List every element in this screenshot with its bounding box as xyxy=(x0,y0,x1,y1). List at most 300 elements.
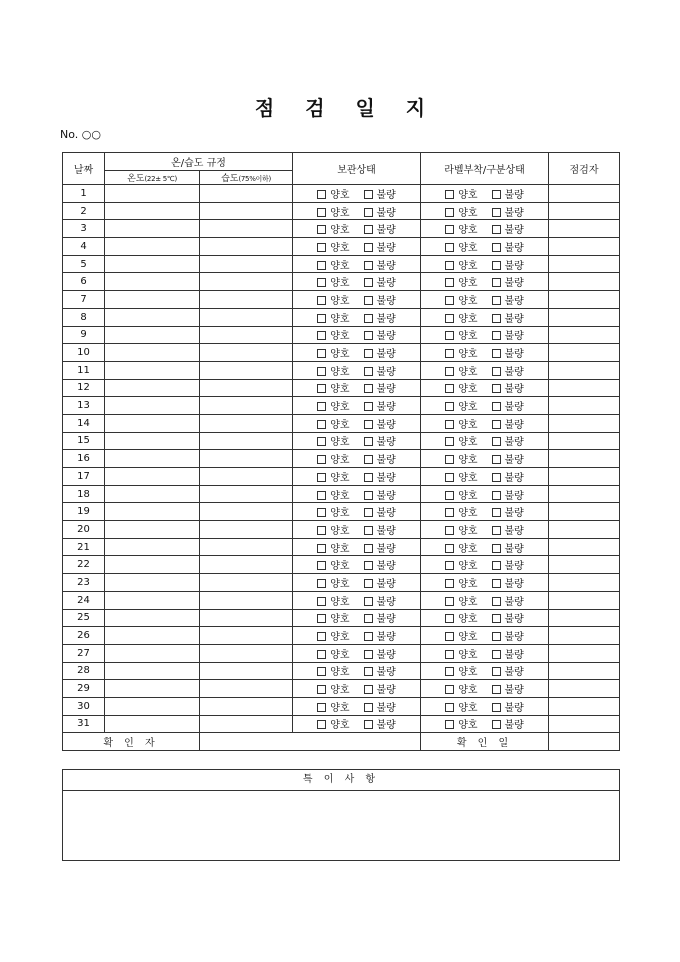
storage-bad-checkbox[interactable] xyxy=(364,208,373,217)
humidity-cell[interactable] xyxy=(200,538,293,556)
inspector-cell[interactable] xyxy=(549,414,620,432)
header-inspector: 점검자 xyxy=(549,153,620,185)
inspector-cell[interactable] xyxy=(549,326,620,344)
temperature-cell[interactable] xyxy=(105,326,200,344)
label-bad-checkbox[interactable] xyxy=(492,667,501,676)
label-bad-checkbox[interactable] xyxy=(492,614,501,623)
inspector-cell[interactable] xyxy=(549,308,620,326)
label-good-checkbox[interactable] xyxy=(445,278,454,287)
inspector-cell[interactable] xyxy=(549,697,620,715)
day-number: 13 xyxy=(63,397,105,415)
inspector-cell[interactable] xyxy=(549,202,620,220)
storage-status xyxy=(293,609,421,627)
humidity-cell[interactable] xyxy=(200,680,293,698)
label-bad-checkbox[interactable] xyxy=(492,720,501,729)
temperature-cell[interactable] xyxy=(105,414,200,432)
day-number: 28 xyxy=(63,662,105,680)
storage-good-checkbox[interactable] xyxy=(317,561,326,570)
day-number: 16 xyxy=(63,450,105,468)
humidity-cell[interactable] xyxy=(200,432,293,450)
label-good-checkbox[interactable] xyxy=(445,296,454,305)
storage-good-checkbox[interactable] xyxy=(317,384,326,393)
label-bad-checkbox[interactable] xyxy=(492,190,501,199)
temperature-cell[interactable] xyxy=(105,185,200,203)
inspector-cell[interactable] xyxy=(549,238,620,256)
storage-bad-checkbox[interactable] xyxy=(364,261,373,270)
label-good-checkbox[interactable] xyxy=(445,491,454,500)
label-bad-checkbox[interactable] xyxy=(492,296,501,305)
label-good-checkbox[interactable] xyxy=(445,720,454,729)
storage-good-checkbox[interactable] xyxy=(317,402,326,411)
storage-good-checkbox[interactable] xyxy=(317,667,326,676)
storage-good-label: 양호 xyxy=(330,720,350,732)
humidity-cell[interactable] xyxy=(200,503,293,521)
label-good-checkbox[interactable] xyxy=(445,190,454,199)
humidity-cell[interactable] xyxy=(200,185,293,203)
storage-good-checkbox[interactable] xyxy=(317,314,326,323)
storage-status xyxy=(293,308,421,326)
inspector-cell[interactable] xyxy=(549,521,620,539)
label-bad-label: 불량 xyxy=(504,490,524,502)
temperature-cell[interactable] xyxy=(105,432,200,450)
temperature-cell[interactable] xyxy=(105,715,200,733)
label-status xyxy=(421,291,549,309)
temperature-cell[interactable] xyxy=(105,450,200,468)
label-good-checkbox[interactable] xyxy=(445,261,454,270)
label-good-label: 양호 xyxy=(458,189,478,201)
storage-status xyxy=(293,715,421,733)
inspector-cell[interactable] xyxy=(549,220,620,238)
label-bad-label: 불량 xyxy=(504,295,524,307)
storage-bad-label: 불량 xyxy=(376,437,396,449)
humidity-cell[interactable] xyxy=(200,291,293,309)
label-good-checkbox[interactable] xyxy=(445,402,454,411)
label-bad-checkbox[interactable] xyxy=(492,384,501,393)
label-bad-checkbox[interactable] xyxy=(492,455,501,464)
storage-good-label: 양호 xyxy=(330,366,350,378)
label-bad-label: 불량 xyxy=(504,720,524,732)
label-good-checkbox[interactable] xyxy=(445,561,454,570)
temperature-cell[interactable] xyxy=(105,574,200,592)
table-row xyxy=(63,326,620,344)
storage-good-label: 양호 xyxy=(330,419,350,431)
notes-body[interactable] xyxy=(63,791,619,860)
humidity-cell[interactable] xyxy=(200,627,293,645)
label-bad-checkbox[interactable] xyxy=(492,508,501,517)
humidity-cell[interactable] xyxy=(200,609,293,627)
storage-good-checkbox[interactable] xyxy=(317,225,326,234)
inspector-cell[interactable] xyxy=(549,591,620,609)
label-good-checkbox[interactable] xyxy=(445,703,454,712)
label-bad-checkbox[interactable] xyxy=(492,225,501,234)
label-good-label: 양호 xyxy=(458,366,478,378)
label-bad-checkbox[interactable] xyxy=(492,561,501,570)
inspector-cell[interactable] xyxy=(549,485,620,503)
inspector-cell[interactable] xyxy=(549,344,620,362)
temperature-cell[interactable] xyxy=(105,591,200,609)
label-bad-label: 불량 xyxy=(504,366,524,378)
label-bad-checkbox[interactable] xyxy=(492,544,501,553)
label-bad-label: 불량 xyxy=(504,667,524,679)
storage-bad-label: 불량 xyxy=(376,667,396,679)
storage-status xyxy=(293,468,421,486)
day-number: 10 xyxy=(63,344,105,362)
label-good-label: 양호 xyxy=(458,349,478,361)
storage-bad-checkbox[interactable] xyxy=(364,190,373,199)
label-good-checkbox[interactable] xyxy=(445,384,454,393)
storage-bad-checkbox[interactable] xyxy=(364,579,373,588)
humidity-cell[interactable] xyxy=(200,308,293,326)
humidity-cell[interactable] xyxy=(200,326,293,344)
label-bad-checkbox[interactable] xyxy=(492,473,501,482)
humidity-cell[interactable] xyxy=(200,468,293,486)
storage-bad-checkbox[interactable] xyxy=(364,508,373,517)
label-status xyxy=(421,574,549,592)
header-temp-humidity: 온/습도 규정 xyxy=(105,153,293,171)
temperature-cell[interactable] xyxy=(105,644,200,662)
storage-bad-checkbox[interactable] xyxy=(364,491,373,500)
label-bad-checkbox[interactable] xyxy=(492,685,501,694)
label-bad-label: 불량 xyxy=(504,384,524,396)
storage-status xyxy=(293,485,421,503)
confirmer-field[interactable] xyxy=(200,733,421,751)
label-bad-checkbox[interactable] xyxy=(492,278,501,287)
storage-good-checkbox[interactable] xyxy=(317,243,326,252)
label-good-checkbox[interactable] xyxy=(445,243,454,252)
temperature-cell[interactable] xyxy=(105,308,200,326)
label-good-checkbox[interactable] xyxy=(445,367,454,376)
storage-good-checkbox[interactable] xyxy=(317,473,326,482)
storage-good-label: 양호 xyxy=(330,455,350,467)
storage-status xyxy=(293,238,421,256)
label-good-checkbox[interactable] xyxy=(445,314,454,323)
confirm-date-label: 확 인 일 xyxy=(421,733,549,751)
label-good-checkbox[interactable] xyxy=(445,526,454,535)
storage-good-checkbox[interactable] xyxy=(317,296,326,305)
storage-good-checkbox[interactable] xyxy=(317,720,326,729)
temperature-cell[interactable] xyxy=(105,468,200,486)
label-bad-checkbox[interactable] xyxy=(492,261,501,270)
label-good-checkbox[interactable] xyxy=(445,597,454,606)
label-good-label: 양호 xyxy=(458,578,478,590)
day-number: 8 xyxy=(63,308,105,326)
humidity-cell[interactable] xyxy=(200,450,293,468)
label-bad-checkbox[interactable] xyxy=(492,314,501,323)
label-good-checkbox[interactable] xyxy=(445,473,454,482)
inspector-cell[interactable] xyxy=(549,291,620,309)
confirm-date-field[interactable] xyxy=(549,733,620,751)
label-good-label: 양호 xyxy=(458,490,478,502)
inspector-cell[interactable] xyxy=(549,538,620,556)
label-good-checkbox[interactable] xyxy=(445,650,454,659)
humidity-cell[interactable] xyxy=(200,238,293,256)
day-number: 11 xyxy=(63,361,105,379)
temperature-cell[interactable] xyxy=(105,379,200,397)
temperature-cell[interactable] xyxy=(105,485,200,503)
storage-bad-label: 불량 xyxy=(376,561,396,573)
label-good-label: 양호 xyxy=(458,614,478,626)
storage-bad-checkbox[interactable] xyxy=(364,243,373,252)
inspector-cell[interactable] xyxy=(549,379,620,397)
temperature-cell[interactable] xyxy=(105,238,200,256)
storage-good-checkbox[interactable] xyxy=(317,544,326,553)
humidity-cell[interactable] xyxy=(200,273,293,291)
inspector-cell[interactable] xyxy=(549,185,620,203)
storage-good-checkbox[interactable] xyxy=(317,579,326,588)
storage-good-checkbox[interactable] xyxy=(317,526,326,535)
storage-good-label: 양호 xyxy=(330,242,350,254)
table-row xyxy=(63,609,620,627)
storage-bad-checkbox[interactable] xyxy=(364,667,373,676)
temperature-cell[interactable] xyxy=(105,503,200,521)
label-bad-checkbox[interactable] xyxy=(492,703,501,712)
storage-good-label: 양호 xyxy=(330,260,350,272)
inspector-cell[interactable] xyxy=(549,609,620,627)
temperature-cell[interactable] xyxy=(105,202,200,220)
inspector-cell[interactable] xyxy=(549,680,620,698)
label-bad-checkbox[interactable] xyxy=(492,420,501,429)
label-status xyxy=(421,414,549,432)
humidity-cell[interactable] xyxy=(200,379,293,397)
humidity-cell[interactable] xyxy=(200,644,293,662)
label-bad-checkbox[interactable] xyxy=(492,349,501,358)
table-row xyxy=(63,715,620,733)
storage-good-checkbox[interactable] xyxy=(317,437,326,446)
storage-good-checkbox[interactable] xyxy=(317,632,326,641)
inspector-cell[interactable] xyxy=(549,644,620,662)
humidity-cell[interactable] xyxy=(200,662,293,680)
storage-bad-checkbox[interactable] xyxy=(364,314,373,323)
humidity-cell[interactable] xyxy=(200,255,293,273)
storage-bad-checkbox[interactable] xyxy=(364,703,373,712)
humidity-cell[interactable] xyxy=(200,556,293,574)
storage-bad-checkbox[interactable] xyxy=(364,720,373,729)
humidity-cell[interactable] xyxy=(200,521,293,539)
storage-bad-checkbox[interactable] xyxy=(364,367,373,376)
inspector-cell[interactable] xyxy=(549,273,620,291)
label-bad-label: 불량 xyxy=(504,349,524,361)
storage-bad-checkbox[interactable] xyxy=(364,455,373,464)
temperature-cell[interactable] xyxy=(105,538,200,556)
inspector-cell[interactable] xyxy=(549,255,620,273)
inspector-cell[interactable] xyxy=(549,503,620,521)
day-number: 14 xyxy=(63,414,105,432)
storage-good-checkbox[interactable] xyxy=(317,278,326,287)
humidity-cell[interactable] xyxy=(200,202,293,220)
humidity-cell[interactable] xyxy=(200,344,293,362)
storage-bad-checkbox[interactable] xyxy=(364,632,373,641)
label-good-label: 양호 xyxy=(458,278,478,290)
temperature-cell[interactable] xyxy=(105,291,200,309)
storage-good-label: 양호 xyxy=(330,490,350,502)
label-good-label: 양호 xyxy=(458,331,478,343)
storage-good-checkbox[interactable] xyxy=(317,420,326,429)
day-number: 26 xyxy=(63,627,105,645)
storage-status xyxy=(293,185,421,203)
label-bad-label: 불량 xyxy=(504,437,524,449)
temperature-cell[interactable] xyxy=(105,662,200,680)
label-good-checkbox[interactable] xyxy=(445,544,454,553)
storage-bad-checkbox[interactable] xyxy=(364,614,373,623)
table-row xyxy=(63,379,620,397)
storage-good-label: 양호 xyxy=(330,189,350,201)
inspector-cell[interactable] xyxy=(549,715,620,733)
storage-good-checkbox[interactable] xyxy=(317,331,326,340)
storage-good-checkbox[interactable] xyxy=(317,208,326,217)
temperature-cell[interactable] xyxy=(105,273,200,291)
storage-good-label: 양호 xyxy=(330,543,350,555)
temperature-cell[interactable] xyxy=(105,397,200,415)
storage-bad-label: 불량 xyxy=(376,508,396,520)
table-row xyxy=(63,521,620,539)
humidity-cell[interactable] xyxy=(200,715,293,733)
storage-good-checkbox[interactable] xyxy=(317,597,326,606)
storage-status xyxy=(293,697,421,715)
label-bad-checkbox[interactable] xyxy=(492,632,501,641)
storage-bad-checkbox[interactable] xyxy=(364,384,373,393)
label-good-label: 양호 xyxy=(458,437,478,449)
storage-bad-label: 불량 xyxy=(376,720,396,732)
temperature-cell[interactable] xyxy=(105,361,200,379)
humidity-cell[interactable] xyxy=(200,574,293,592)
label-bad-checkbox[interactable] xyxy=(492,579,501,588)
storage-status xyxy=(293,503,421,521)
storage-bad-label: 불량 xyxy=(376,366,396,378)
label-bad-checkbox[interactable] xyxy=(492,331,501,340)
storage-good-checkbox[interactable] xyxy=(317,614,326,623)
storage-bad-checkbox[interactable] xyxy=(364,296,373,305)
humidity-cell[interactable] xyxy=(200,591,293,609)
table-row xyxy=(63,627,620,645)
storage-bad-checkbox[interactable] xyxy=(364,561,373,570)
label-bad-checkbox[interactable] xyxy=(492,367,501,376)
storage-bad-checkbox[interactable] xyxy=(364,685,373,694)
label-bad-checkbox[interactable] xyxy=(492,491,501,500)
storage-good-label: 양호 xyxy=(330,667,350,679)
day-number: 12 xyxy=(63,379,105,397)
temperature-cell[interactable] xyxy=(105,680,200,698)
storage-good-checkbox[interactable] xyxy=(317,349,326,358)
storage-bad-label: 불량 xyxy=(376,649,396,661)
storage-bad-checkbox[interactable] xyxy=(364,650,373,659)
temperature-cell[interactable] xyxy=(105,697,200,715)
label-good-label: 양호 xyxy=(458,525,478,537)
label-good-checkbox[interactable] xyxy=(445,667,454,676)
humidity-cell[interactable] xyxy=(200,220,293,238)
humidity-cell[interactable] xyxy=(200,414,293,432)
storage-good-checkbox[interactable] xyxy=(317,685,326,694)
label-bad-checkbox[interactable] xyxy=(492,526,501,535)
storage-good-checkbox[interactable] xyxy=(317,367,326,376)
label-good-checkbox[interactable] xyxy=(445,437,454,446)
table-row xyxy=(63,450,620,468)
inspector-cell[interactable] xyxy=(549,397,620,415)
label-bad-checkbox[interactable] xyxy=(492,243,501,252)
storage-status xyxy=(293,627,421,645)
label-bad-label: 불량 xyxy=(504,614,524,626)
temperature-cell[interactable] xyxy=(105,609,200,627)
label-good-checkbox[interactable] xyxy=(445,349,454,358)
inspector-cell[interactable] xyxy=(549,627,620,645)
label-bad-checkbox[interactable] xyxy=(492,437,501,446)
storage-bad-checkbox[interactable] xyxy=(364,402,373,411)
storage-bad-checkbox[interactable] xyxy=(364,225,373,234)
temperature-cell[interactable] xyxy=(105,627,200,645)
temperature-cell[interactable] xyxy=(105,521,200,539)
label-bad-checkbox[interactable] xyxy=(492,402,501,411)
storage-good-checkbox[interactable] xyxy=(317,703,326,712)
label-good-checkbox[interactable] xyxy=(445,632,454,641)
temperature-cell[interactable] xyxy=(105,344,200,362)
table-row xyxy=(63,185,620,203)
storage-bad-checkbox[interactable] xyxy=(364,278,373,287)
storage-bad-checkbox[interactable] xyxy=(364,473,373,482)
temperature-cell[interactable] xyxy=(105,220,200,238)
storage-bad-checkbox[interactable] xyxy=(364,349,373,358)
label-bad-checkbox[interactable] xyxy=(492,650,501,659)
storage-good-checkbox[interactable] xyxy=(317,455,326,464)
storage-bad-checkbox[interactable] xyxy=(364,331,373,340)
storage-good-checkbox[interactable] xyxy=(317,491,326,500)
inspector-cell[interactable] xyxy=(549,450,620,468)
storage-bad-label: 불량 xyxy=(376,260,396,272)
storage-bad-checkbox[interactable] xyxy=(364,597,373,606)
inspector-cell[interactable] xyxy=(549,361,620,379)
temperature-cell[interactable] xyxy=(105,556,200,574)
label-status xyxy=(421,627,549,645)
storage-bad-checkbox[interactable] xyxy=(364,526,373,535)
label-good-checkbox[interactable] xyxy=(445,225,454,234)
storage-good-checkbox[interactable] xyxy=(317,261,326,270)
label-good-checkbox[interactable] xyxy=(445,420,454,429)
label-good-checkbox[interactable] xyxy=(445,508,454,517)
table-row xyxy=(63,574,620,592)
storage-good-checkbox[interactable] xyxy=(317,508,326,517)
label-bad-checkbox[interactable] xyxy=(492,208,501,217)
inspector-cell[interactable] xyxy=(549,468,620,486)
temperature-cell[interactable] xyxy=(105,255,200,273)
label-good-checkbox[interactable] xyxy=(445,455,454,464)
storage-bad-checkbox[interactable] xyxy=(364,437,373,446)
storage-good-checkbox[interactable] xyxy=(317,650,326,659)
storage-bad-checkbox[interactable] xyxy=(364,420,373,429)
label-status xyxy=(421,521,549,539)
storage-good-checkbox[interactable] xyxy=(317,190,326,199)
storage-bad-label: 불량 xyxy=(376,702,396,714)
humidity-cell[interactable] xyxy=(200,697,293,715)
humidity-cell[interactable] xyxy=(200,361,293,379)
label-good-label: 양호 xyxy=(458,667,478,679)
storage-bad-label: 불량 xyxy=(376,578,396,590)
storage-status xyxy=(293,450,421,468)
inspector-cell[interactable] xyxy=(549,556,620,574)
humidity-cell[interactable] xyxy=(200,397,293,415)
label-good-checkbox[interactable] xyxy=(445,614,454,623)
day-number: 25 xyxy=(63,609,105,627)
label-status xyxy=(421,644,549,662)
inspector-cell[interactable] xyxy=(549,432,620,450)
label-good-checkbox[interactable] xyxy=(445,208,454,217)
storage-bad-checkbox[interactable] xyxy=(364,544,373,553)
storage-status xyxy=(293,255,421,273)
inspector-cell[interactable] xyxy=(549,662,620,680)
label-good-checkbox[interactable] xyxy=(445,331,454,340)
label-good-checkbox[interactable] xyxy=(445,579,454,588)
label-bad-checkbox[interactable] xyxy=(492,597,501,606)
humidity-cell[interactable] xyxy=(200,485,293,503)
label-good-checkbox[interactable] xyxy=(445,685,454,694)
inspector-cell[interactable] xyxy=(549,574,620,592)
